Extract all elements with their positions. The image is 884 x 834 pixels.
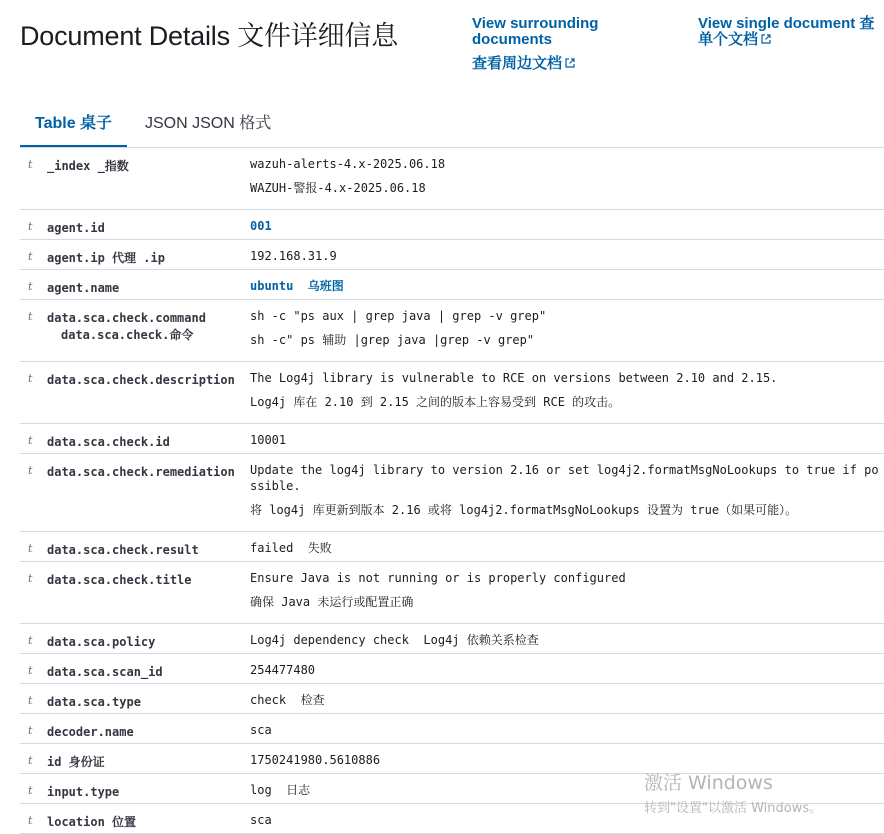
link-text-translation[interactable]	[472, 56, 598, 72]
field-name	[47, 814, 136, 831]
field-name	[47, 694, 141, 711]
field-value-text: log 日志	[250, 783, 311, 797]
field-name-text: id 身份证	[47, 755, 105, 769]
field-value-text: WAZUH-警报-4.x-2025.06.18	[250, 181, 426, 195]
field-type-string-icon: t	[28, 664, 33, 677]
field-type-string-icon: t	[28, 158, 33, 171]
field-name	[47, 754, 105, 771]
field-value	[250, 462, 884, 518]
field-value-text: The Log4j library is vulnerable to RCE on versions between 2.10 and 2.15.	[250, 371, 778, 385]
field-value-text: 确保 Java 未运行或配置正确	[250, 595, 414, 609]
field-type-string-icon: t	[28, 310, 33, 323]
field-type-string-icon: t	[28, 464, 33, 477]
field-name-text: data.sca.check.命令	[61, 328, 194, 342]
field-type-string-icon: t	[28, 372, 33, 385]
field-name	[47, 464, 235, 481]
field-value-text: sh -c" ps 辅助 |grep java |grep -v grep"	[250, 333, 535, 347]
field-value-text: 1750241980.5610886	[250, 753, 381, 767]
link-text-translation[interactable]	[698, 32, 884, 48]
table-row	[20, 714, 884, 744]
field-value-text: Log4j 库在 2.10 到 2.15 之间的版本上容易受到 RCE 的攻击。	[250, 395, 621, 409]
field-name-text: data.sca.scan_id	[47, 665, 163, 679]
field-value	[250, 370, 884, 410]
field-name	[47, 784, 119, 801]
field-value	[250, 752, 884, 768]
field-value	[250, 570, 884, 610]
field-value-text: Ensure Java is not running or is properly configured	[250, 571, 626, 585]
field-value-text: failed 失败	[250, 541, 332, 555]
field-value	[250, 156, 884, 196]
field-name-text: agent.id	[47, 221, 105, 235]
field-value	[250, 632, 884, 648]
field-value	[250, 722, 884, 738]
field-name-text: data.sca.check.id	[47, 435, 170, 449]
link-text-line[interactable]: documents	[472, 31, 553, 48]
tab-table[interactable]: Table 桌子	[20, 110, 127, 147]
field-value	[250, 248, 884, 264]
table-row	[20, 240, 884, 270]
field-value-text: sca	[250, 813, 272, 827]
field-name	[47, 310, 206, 344]
table-row	[20, 270, 884, 300]
view-single-document-link[interactable]	[698, 16, 884, 48]
tab-bar	[20, 110, 884, 148]
field-name-text: data.sca.check.result	[47, 543, 199, 557]
field-value-text: Log4j dependency check Log4j 依赖关系检查	[250, 633, 539, 647]
field-name-text: decoder.name	[47, 725, 134, 739]
field-name	[47, 664, 163, 681]
field-type-string-icon: t	[28, 250, 33, 263]
field-name-text: data.sca.check.description	[47, 373, 235, 387]
field-name-text: data.sca.check.title	[47, 573, 192, 587]
field-name	[47, 220, 105, 237]
field-name-text: agent.name	[47, 281, 120, 295]
field-name-text: input.type	[47, 785, 120, 799]
field-value	[250, 308, 884, 348]
tab-json[interactable]: JSON JSON 格式	[145, 115, 272, 132]
field-type-string-icon: t	[28, 542, 33, 555]
table-row	[20, 744, 884, 774]
field-type-string-icon: t	[28, 634, 33, 647]
table-row	[20, 532, 884, 562]
field-name-text: data.sca.type	[47, 695, 141, 709]
link-text-line[interactable]: View surrounding	[472, 15, 599, 32]
field-type-string-icon: t	[28, 434, 33, 447]
table-row	[20, 804, 884, 834]
field-value-text: wazuh-alerts-4.x-2025.06.18	[250, 157, 446, 171]
field-name	[47, 434, 170, 451]
field-type-string-icon: t	[28, 724, 33, 737]
view-surrounding-documents-link[interactable]	[472, 16, 598, 72]
field-type-string-icon: t	[28, 754, 33, 767]
field-value-text: 10001	[250, 433, 287, 447]
field-value	[250, 782, 884, 798]
field-value[interactable]	[250, 278, 884, 294]
table-row	[20, 362, 884, 424]
field-name-text: _index _指数	[47, 159, 129, 173]
field-value	[250, 662, 884, 678]
field-value-text: 254477480	[250, 663, 316, 677]
external-link-icon	[761, 34, 771, 44]
table-row	[20, 624, 884, 654]
table-row	[20, 454, 884, 532]
table-row	[20, 148, 884, 210]
field-name	[47, 158, 129, 175]
table-row	[20, 300, 884, 362]
link-text[interactable]: 单个文档	[698, 31, 759, 48]
link-text-line[interactable]: View single document 查	[698, 15, 875, 32]
field-type-string-icon: t	[28, 814, 33, 827]
field-name	[47, 542, 199, 559]
watermark-line: 转到"设置"以激活 Windows。	[644, 801, 823, 816]
external-link-icon	[565, 58, 575, 68]
field-name-text: agent.ip 代理 .ip	[47, 251, 165, 265]
field-type-string-icon: t	[28, 280, 33, 293]
field-value	[250, 432, 884, 448]
table-row	[20, 424, 884, 454]
table-row	[20, 684, 884, 714]
field-type-string-icon: t	[28, 220, 33, 233]
field-name-text: location 位置	[47, 815, 137, 829]
field-name	[47, 280, 119, 297]
field-name-text: data.sca.check.command	[47, 311, 206, 325]
field-type-string-icon: t	[28, 784, 33, 797]
field-value-text: check 检查	[250, 693, 325, 707]
field-name	[47, 724, 134, 741]
field-name	[47, 572, 192, 589]
table-row	[20, 210, 884, 240]
field-type-string-icon: t	[28, 572, 33, 585]
field-type-string-icon: t	[28, 694, 33, 707]
field-name	[47, 250, 165, 267]
field-value	[250, 812, 884, 828]
field-value-text: 192.168.31.9	[250, 249, 337, 263]
watermark-line: 激活 Windows	[644, 772, 773, 794]
field-value-text: sca	[250, 723, 272, 737]
field-value-text: sh -c "ps aux | grep java | grep -v grep"	[250, 309, 547, 323]
field-value	[250, 692, 884, 708]
field-value	[250, 540, 884, 556]
field-value-text: 将 log4j 库更新到版本 2.16 或将 log4j2.formatMsgNoLookups 设置为 true（如果可能）。	[250, 503, 798, 517]
field-name-text: data.sca.check.remediation	[47, 465, 235, 479]
table-row	[20, 774, 884, 804]
page-title: Document Details 文件详细信息	[20, 21, 398, 51]
field-value[interactable]	[250, 218, 884, 234]
field-name	[47, 372, 235, 389]
field-name-text: data.sca.policy	[47, 635, 156, 649]
table-row	[20, 562, 884, 624]
field-value-text: Update the log4j library to version 2.16 or set log4j2.formatMsgNoLookups to true if possible.	[250, 463, 879, 493]
table-row	[20, 654, 884, 684]
field-value-link[interactable]: 001	[250, 219, 272, 233]
field-name	[47, 634, 155, 651]
document-fields-table	[20, 148, 884, 834]
link-text[interactable]: 查看周边文档	[472, 55, 563, 72]
field-value-link[interactable]: ubuntu 乌班图	[250, 279, 344, 293]
